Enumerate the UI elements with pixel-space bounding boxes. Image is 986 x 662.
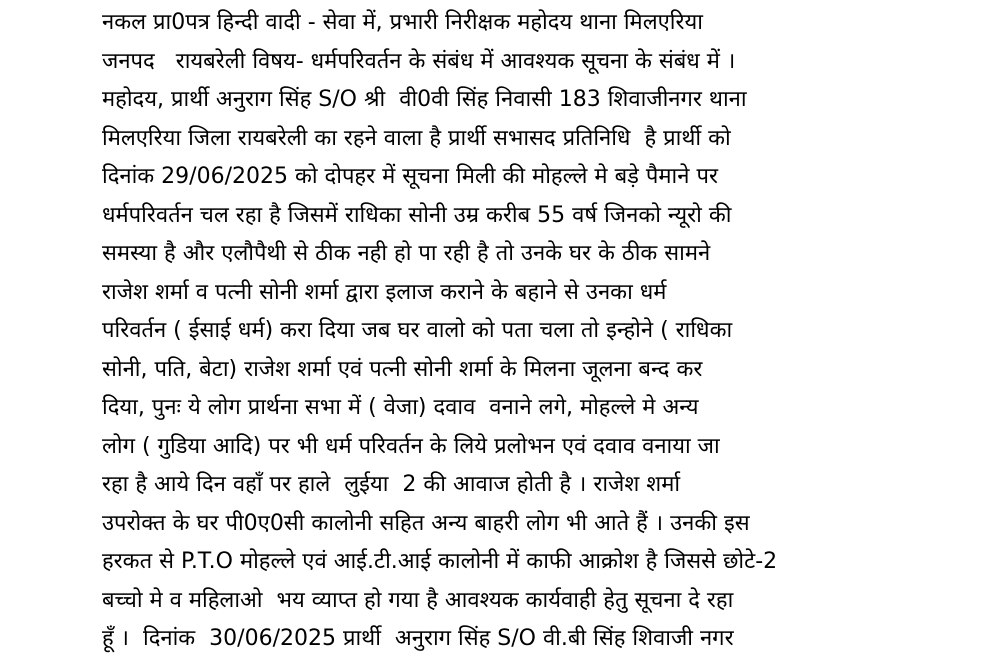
document-line: नकल प्रा0पत्र हिन्दी वादी - सेवा में, प्रभारी निरीक्षक महोदय थाना मिलएरिया — [102, 10, 703, 35]
document-line: परिवर्तन ( ईसाई धर्म) करा दिया जब घर वालो को पता चला तो इन्होने ( राधिका — [102, 318, 733, 343]
document-line: बच्चो मे व महिलाओ भय व्याप्त हो गया है आवश्यक कार्यवाही हेतु सूचना दे रहा — [102, 587, 734, 613]
document-line: धर्मपरिवर्तन चल रहा है जिसमें राधिका सोनी उम्र करीब 55 वर्ष जिनको न्यूरो की — [102, 202, 732, 228]
document-line: लोग ( गुडिया आदि) पर भी धर्म परिवर्तन के लिये प्रलोभन एवं दवाव वनाया जा — [102, 433, 720, 459]
document-line: मिलएरिया जिला रायबरेली का रहने वाला है प्रार्थी सभासद प्रतिनिधि है प्रार्थी को — [102, 125, 731, 151]
document-line: राजेश शर्मा व पत्नी सोनी शर्मा द्वारा इलाज कराने के बहाने से उनका धर्म — [102, 279, 667, 305]
document-line: समस्या है और एलौपैथी से ठीक नही हो पा रही है तो उनके घर के ठीक सामने — [102, 241, 711, 266]
document-line: महोदय, प्रार्थी अनुराग सिंह S/O श्री वी0वी सिंह निवासी 183 शिवाजीनगर थाना — [102, 87, 747, 112]
document-line: सोनी, पति, बेटा) राजेश शर्मा एवं पत्नी सोनी शर्मा के मिलना जूलना बन्द कर — [102, 356, 703, 382]
document-line: हरकत से P.T.O मोहल्ले एवं आई.टी.आई कालोनी में काफी आक्रोश है जिससे छोटे-2 — [102, 549, 778, 574]
document-line: दिया, पुनः ये लोग प्रार्थना सभा में ( वेजा) दवाव वनाने लगे, मोहल्ले मे अन्य — [102, 395, 699, 420]
document-line: उपरोक्त के घर पी0ए0सी कालोनी सहित अन्य बाहरी लोग भी आते हैं । उनकी इस — [102, 510, 750, 536]
document-line: दिनांक 29/06/2025 को दोपहर में सूचना मिली की मोहल्ले मे बड़े पैमाने पर — [102, 164, 718, 189]
document-line: जनपद रायबरेली विषय- धर्मपरिवर्तन के संबंध में आवश्यक सूचना के संबंध में । — [102, 48, 736, 74]
document-line: हूँ । दिनांक 30/06/2025 प्रार्थी अनुराग सिंह S/O वी.बी सिंह शिवाजी नगर — [102, 626, 734, 651]
document-body — [102, 4, 922, 659]
document-line: रहा है आये दिन वहाँ पर हाले लुईया 2 की आवाज होती है । राजेश शर्मा — [102, 472, 681, 497]
